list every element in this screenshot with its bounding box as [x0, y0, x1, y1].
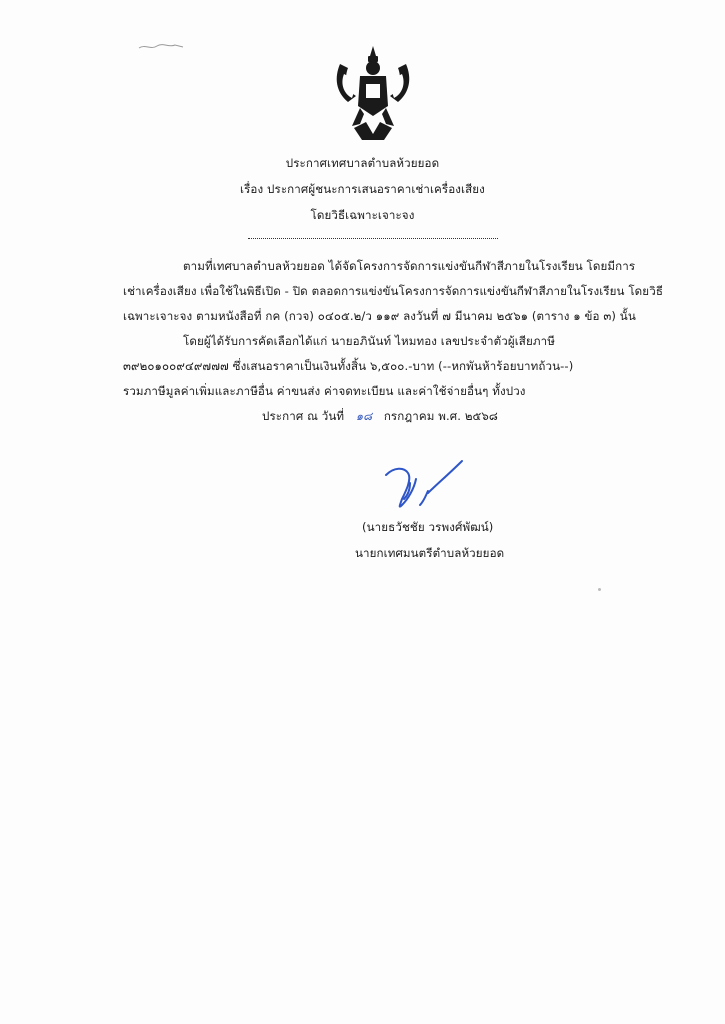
- paragraph1-line3: เฉพาะเจาะจง ตามหนังสือที่ กค (กวจ) ๐๔๐๕.๒/ว ๑๑๙ ลงวันที่ ๗ มีนาคม ๒๕๖๑ (ตาราง ๑ ข้อ ๓) นั้น: [123, 309, 636, 323]
- subject-line: เรื่อง ประกาศผู้ชนะการเสนอราคาเช่าเครื่องเสียง: [240, 182, 485, 196]
- paragraph1-line1: ตามที่เทศบาลตำบลห้วยยอด ได้จัดโครงการจัดการแข่งขันกีฬาสีภายในโรงเรียน โดยมีการ: [183, 259, 636, 273]
- paragraph2-line3: รวมภาษีมูลค่าเพิ่มและภาษีอื่น ค่าขนส่ง ค่าจดทะเบียน และค่าใช้จ่ายอื่นๆ ทั้งปวง: [123, 384, 526, 398]
- announce-prefix: ประกาศ ณ วันที่: [262, 409, 345, 423]
- paragraph1-line2: เช่าเครื่องเสียง เพื่อใช้ในพิธีเปิด - ปิด ตลอดการแข่งขันโครงการจัดการแข่งขันกีฬาสีภายในโรงเรียน โดยวิธี: [123, 284, 663, 298]
- handwritten-day: ๑๘: [355, 409, 373, 423]
- paper-speck: [598, 588, 601, 591]
- announce-suffix: กรกฎาคม พ.ศ. ๒๕๖๘: [383, 409, 498, 423]
- org-title: ประกาศเทศบาลตำบลห้วยยอด: [285, 156, 440, 170]
- paragraph2-line2: ๓๙๒๐๑๐๐๙๔๙๗๗๗ ซึ่งเสนอราคาเป็นเงินทั้งสิ้น ๖,๕๐๐.-บาท (--หกพันห้าร้อยบาทถ้วน--): [123, 359, 574, 373]
- handwritten-signature: [380, 455, 490, 515]
- method-line: โดยวิธีเฉพาะเจาะจง: [310, 208, 415, 222]
- signer-position: นายกเทศมนตรีตำบลห้วยยอด: [355, 546, 505, 560]
- announcement-date: [262, 408, 498, 426]
- pencil-mark: [137, 38, 187, 54]
- signer-name: (นายธวัชชัย วรพงศ์พัฒน์): [362, 520, 494, 534]
- divider: [248, 238, 498, 239]
- garuda-emblem-icon: [330, 44, 416, 144]
- paragraph2-line1: โดยผู้ได้รับการคัดเลือกได้แก่ นายอภินันท์ ไหมทอง เลขประจำตัวผู้เสียภาษี: [183, 334, 555, 348]
